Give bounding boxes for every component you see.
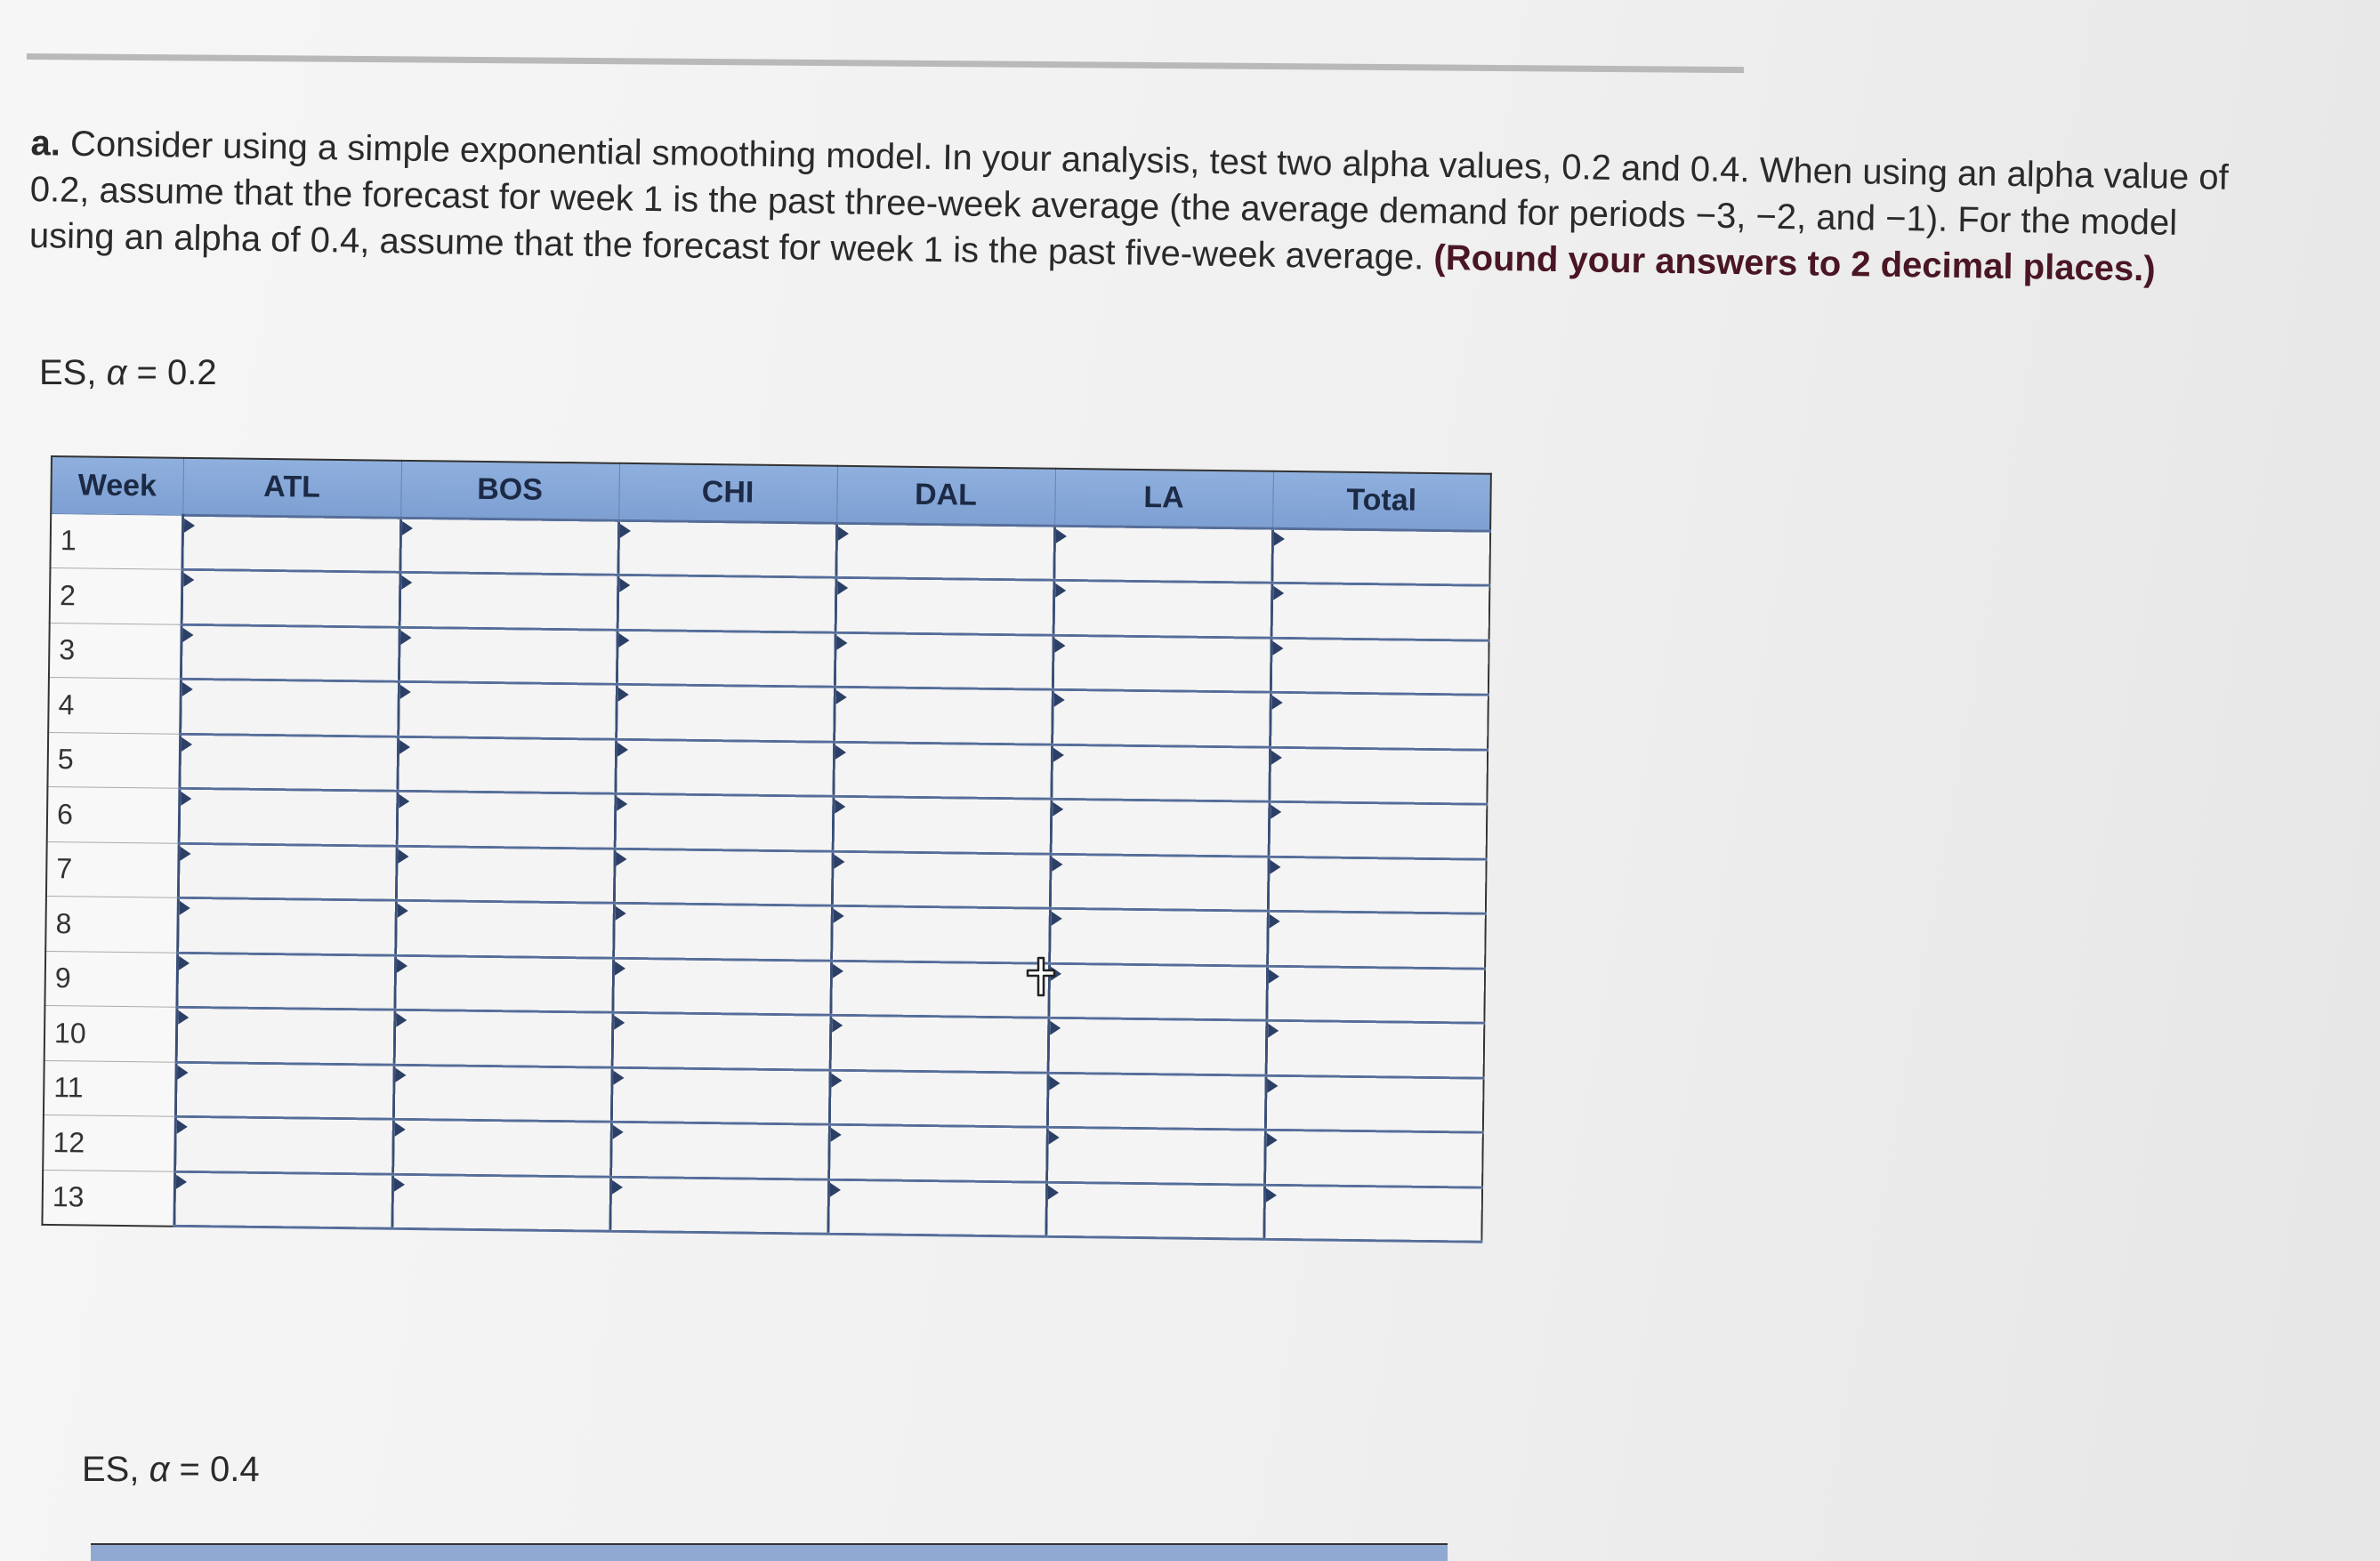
triangle-marker-icon (1270, 859, 1280, 873)
input-cell-total-week-3[interactable] (1271, 638, 1489, 695)
triangle-marker-icon (1271, 696, 1282, 710)
input-cell-la-week-8[interactable] (1049, 908, 1268, 965)
input-cell-dal-week-3[interactable] (835, 632, 1053, 689)
input-cell-bos-week-6[interactable] (397, 791, 616, 848)
triangle-marker-icon (830, 1128, 841, 1142)
triangle-marker-icon (835, 744, 845, 759)
input-cell-la-week-13[interactable] (1045, 1182, 1264, 1239)
column-header-dal: DAL (836, 466, 1055, 526)
input-cell-bos-week-5[interactable] (397, 736, 616, 793)
triangle-marker-icon (614, 961, 625, 975)
triangle-marker-icon (400, 630, 411, 644)
input-cell-chi-week-6[interactable] (615, 793, 834, 850)
input-cell-atl-week-4[interactable] (180, 679, 399, 736)
input-cell-atl-week-2[interactable] (182, 569, 400, 626)
week-label: 11 (44, 1060, 176, 1116)
input-cell-chi-week-8[interactable] (613, 903, 832, 960)
week-label: 3 (49, 623, 182, 679)
input-cell-bos-week-8[interactable] (395, 900, 614, 957)
triangle-marker-icon (394, 1122, 405, 1137)
input-cell-total-week-1[interactable] (1271, 528, 1490, 585)
input-cell-atl-week-10[interactable] (176, 1007, 395, 1064)
triangle-marker-icon (401, 575, 412, 590)
input-cell-la-week-2[interactable] (1053, 580, 1272, 637)
es1-prefix: ES, (39, 353, 107, 392)
input-cell-dal-week-6[interactable] (833, 796, 1052, 853)
input-cell-total-week-5[interactable] (1269, 747, 1488, 804)
column-header-total: Total (1272, 471, 1491, 531)
column-header-atl: ATL (182, 458, 401, 518)
input-cell-chi-week-4[interactable] (616, 684, 835, 741)
triangle-marker-icon (181, 792, 191, 806)
triangle-marker-icon (393, 1177, 404, 1191)
input-cell-chi-week-9[interactable] (612, 958, 831, 1015)
input-cell-dal-week-1[interactable] (835, 523, 1054, 580)
input-cell-atl-week-3[interactable] (181, 624, 399, 681)
triangle-marker-icon (1049, 1075, 1060, 1090)
triangle-marker-icon (1047, 1185, 1058, 1199)
triangle-marker-icon (181, 736, 191, 751)
input-cell-bos-week-2[interactable] (399, 572, 618, 629)
input-cell-dal-week-10[interactable] (830, 1015, 1049, 1072)
triangle-marker-icon (175, 1174, 186, 1188)
triangle-marker-icon (1055, 528, 1066, 543)
input-cell-chi-week-5[interactable] (615, 739, 834, 796)
triangle-marker-icon (616, 851, 626, 865)
triangle-marker-icon (1054, 638, 1065, 652)
triangle-marker-icon (837, 581, 848, 595)
triangle-marker-icon (1053, 693, 1064, 707)
input-cell-atl-week-11[interactable] (175, 1062, 394, 1119)
triangle-marker-icon (178, 1010, 189, 1025)
input-cell-chi-week-11[interactable] (611, 1067, 830, 1124)
triangle-marker-icon (831, 1073, 842, 1087)
question-text (29, 120, 2273, 294)
es-alpha-04-table-header-partial (91, 1543, 1448, 1561)
es-alpha-02-table (41, 455, 1491, 1243)
es-alpha-04-title (82, 1450, 260, 1490)
triangle-marker-icon (182, 682, 192, 696)
triangle-marker-icon (1266, 1133, 1277, 1147)
triangle-marker-icon (182, 627, 193, 641)
question-body: Consider using a simple exponential smoothing model. In your analysis, test two alpha values, 0.2 and 0.4. When using an alpha value of 0.2, assume that the forecast for week 1 is the past three-week average (the average demand for periods −3, −2, and −1). For the model using an alpha of 0.4, assume that the forecast for week 1 is the past five-week average. (28, 124, 2230, 278)
input-cell-chi-week-1[interactable] (617, 520, 836, 577)
column-header-chi: CHI (618, 463, 837, 523)
input-cell-atl-week-5[interactable] (179, 734, 398, 791)
triangle-marker-icon (1268, 969, 1279, 983)
triangle-marker-icon (1051, 912, 1061, 926)
input-cell-la-week-9[interactable] (1048, 963, 1267, 1020)
triangle-marker-icon (183, 518, 194, 532)
input-cell-total-week-13[interactable] (1263, 1185, 1482, 1242)
input-cell-bos-week-3[interactable] (399, 627, 617, 684)
input-cell-la-week-6[interactable] (1051, 799, 1270, 856)
input-cell-bos-week-11[interactable] (393, 1065, 612, 1122)
input-cell-dal-week-11[interactable] (829, 1070, 1048, 1127)
input-cell-la-week-11[interactable] (1047, 1073, 1266, 1130)
input-cell-la-week-7[interactable] (1050, 854, 1269, 911)
triangle-marker-icon (834, 854, 844, 868)
input-cell-la-week-1[interactable] (1053, 526, 1272, 583)
input-cell-dal-week-13[interactable] (827, 1179, 1046, 1236)
input-cell-bos-week-9[interactable] (394, 955, 613, 1012)
triangle-marker-icon (396, 1013, 407, 1027)
table-body (42, 513, 1490, 1242)
triangle-marker-icon (178, 955, 189, 970)
es1-value: = 0.2 (126, 353, 217, 392)
question-label: a. (30, 123, 61, 164)
triangle-marker-icon (617, 688, 628, 702)
triangle-marker-icon (617, 797, 627, 811)
triangle-marker-icon (836, 635, 847, 649)
week-label: 2 (50, 568, 182, 624)
triangle-marker-icon (401, 520, 412, 535)
triangle-marker-icon (1267, 1078, 1278, 1092)
column-header-la: LA (1054, 469, 1273, 528)
triangle-marker-icon (179, 901, 190, 915)
input-cell-dal-week-7[interactable] (832, 851, 1051, 908)
input-cell-la-week-4[interactable] (1052, 689, 1271, 746)
input-cell-chi-week-12[interactable] (610, 1122, 829, 1179)
triangle-marker-icon (399, 794, 409, 809)
input-cell-dal-week-5[interactable] (833, 742, 1052, 799)
es2-value: = 0.4 (169, 1450, 260, 1489)
input-cell-bos-week-4[interactable] (398, 681, 617, 738)
triangle-marker-icon (176, 1120, 187, 1134)
input-cell-total-week-6[interactable] (1269, 801, 1488, 858)
triangle-marker-icon (395, 1067, 406, 1082)
triangle-marker-icon (1050, 1021, 1061, 1035)
triangle-marker-icon (183, 573, 194, 587)
triangle-marker-icon (180, 846, 190, 860)
es-alpha-02-title (39, 353, 217, 393)
week-label: 5 (47, 732, 180, 788)
week-label: 1 (50, 513, 182, 569)
triangle-marker-icon (611, 1179, 622, 1194)
input-cell-atl-week-7[interactable] (178, 843, 397, 900)
triangle-marker-icon (615, 906, 625, 921)
input-cell-la-week-5[interactable] (1051, 744, 1270, 801)
input-cell-dal-week-9[interactable] (830, 961, 1049, 1018)
input-cell-chi-week-10[interactable] (612, 1012, 831, 1069)
triangle-marker-icon (613, 1070, 624, 1084)
input-cell-atl-week-6[interactable] (179, 788, 398, 845)
triangle-marker-icon (1055, 583, 1066, 598)
triangle-marker-icon (1273, 531, 1284, 545)
triangle-marker-icon (837, 526, 848, 540)
triangle-marker-icon (1272, 640, 1283, 655)
triangle-marker-icon (832, 963, 843, 978)
input-cell-la-week-3[interactable] (1053, 635, 1271, 692)
input-cell-chi-week-7[interactable] (614, 849, 833, 905)
es1-alpha: α (106, 353, 127, 392)
triangle-marker-icon (835, 800, 845, 814)
input-cell-bos-week-1[interactable] (399, 518, 618, 575)
week-header: Week (51, 456, 183, 515)
input-cell-dal-week-12[interactable] (828, 1124, 1047, 1181)
triangle-marker-icon (1053, 802, 1063, 817)
input-cell-total-week-9[interactable] (1266, 966, 1485, 1023)
triangle-marker-icon (1052, 857, 1062, 871)
input-cell-total-week-8[interactable] (1267, 911, 1486, 968)
triangle-marker-icon (619, 523, 630, 537)
input-cell-atl-week-8[interactable] (177, 897, 396, 954)
input-cell-total-week-7[interactable] (1268, 857, 1487, 913)
rounding-note: (Round your answers to 2 decimal places.) (1433, 237, 2157, 289)
triangle-marker-icon (612, 1125, 623, 1139)
triangle-marker-icon (177, 1065, 188, 1079)
es2-alpha: α (149, 1450, 170, 1489)
column-header-bos: BOS (400, 461, 619, 520)
triangle-marker-icon (617, 742, 627, 756)
input-cell-total-week-12[interactable] (1264, 1130, 1483, 1187)
triangle-marker-icon (1048, 1131, 1059, 1145)
input-cell-bos-week-12[interactable] (392, 1119, 611, 1176)
input-cell-bos-week-10[interactable] (394, 1010, 613, 1066)
triangle-marker-icon (1053, 747, 1063, 761)
triangle-marker-icon (1271, 805, 1281, 819)
input-cell-total-week-4[interactable] (1270, 692, 1489, 749)
triangle-marker-icon (1265, 1187, 1276, 1202)
input-cell-total-week-2[interactable] (1271, 583, 1490, 640)
input-cell-chi-week-3[interactable] (617, 630, 835, 687)
input-cell-bos-week-13[interactable] (391, 1174, 610, 1231)
triangle-marker-icon (619, 578, 630, 592)
input-cell-total-week-11[interactable] (1265, 1075, 1484, 1132)
input-cell-la-week-10[interactable] (1048, 1018, 1267, 1074)
triangle-marker-icon (1269, 914, 1279, 929)
triangle-marker-icon (833, 909, 843, 923)
week-label: 4 (48, 677, 181, 733)
es-alpha-02-table-wrapper (41, 455, 1491, 1243)
week-label: 6 (47, 786, 180, 842)
es2-prefix: ES, (82, 1450, 149, 1489)
triangle-marker-icon (835, 690, 846, 704)
triangle-marker-icon (399, 739, 409, 753)
week-label: 12 (43, 1114, 175, 1171)
top-divider (27, 53, 1744, 73)
week-label: 13 (42, 1170, 174, 1226)
input-cell-dal-week-4[interactable] (834, 687, 1053, 744)
input-cell-atl-week-9[interactable] (176, 953, 395, 1010)
triangle-marker-icon (1268, 1024, 1279, 1038)
input-cell-chi-week-13[interactable] (609, 1177, 828, 1234)
week-label: 9 (44, 951, 177, 1007)
week-label: 10 (44, 1005, 177, 1061)
input-cell-atl-week-1[interactable] (182, 515, 400, 572)
triangle-marker-icon (396, 958, 407, 972)
input-cell-atl-week-12[interactable] (174, 1116, 393, 1173)
triangle-marker-icon (1271, 750, 1281, 764)
triangle-marker-icon (398, 849, 408, 863)
triangle-marker-icon (397, 904, 407, 918)
triangle-marker-icon (399, 685, 410, 699)
triangle-marker-icon (618, 632, 629, 647)
move-cursor-icon (1025, 956, 1057, 997)
triangle-marker-icon (829, 1182, 840, 1196)
triangle-marker-icon (832, 1018, 843, 1033)
input-cell-total-week-10[interactable] (1266, 1020, 1485, 1077)
input-cell-dal-week-2[interactable] (835, 577, 1054, 634)
input-cell-la-week-12[interactable] (1046, 1127, 1265, 1184)
week-label: 7 (46, 841, 179, 897)
triangle-marker-icon (1273, 586, 1284, 600)
triangle-marker-icon (614, 1016, 625, 1030)
week-label: 8 (45, 896, 178, 952)
input-cell-chi-week-2[interactable] (617, 575, 836, 632)
input-cell-dal-week-8[interactable] (831, 905, 1050, 962)
input-cell-atl-week-13[interactable] (173, 1171, 392, 1228)
input-cell-bos-week-7[interactable] (396, 846, 615, 903)
